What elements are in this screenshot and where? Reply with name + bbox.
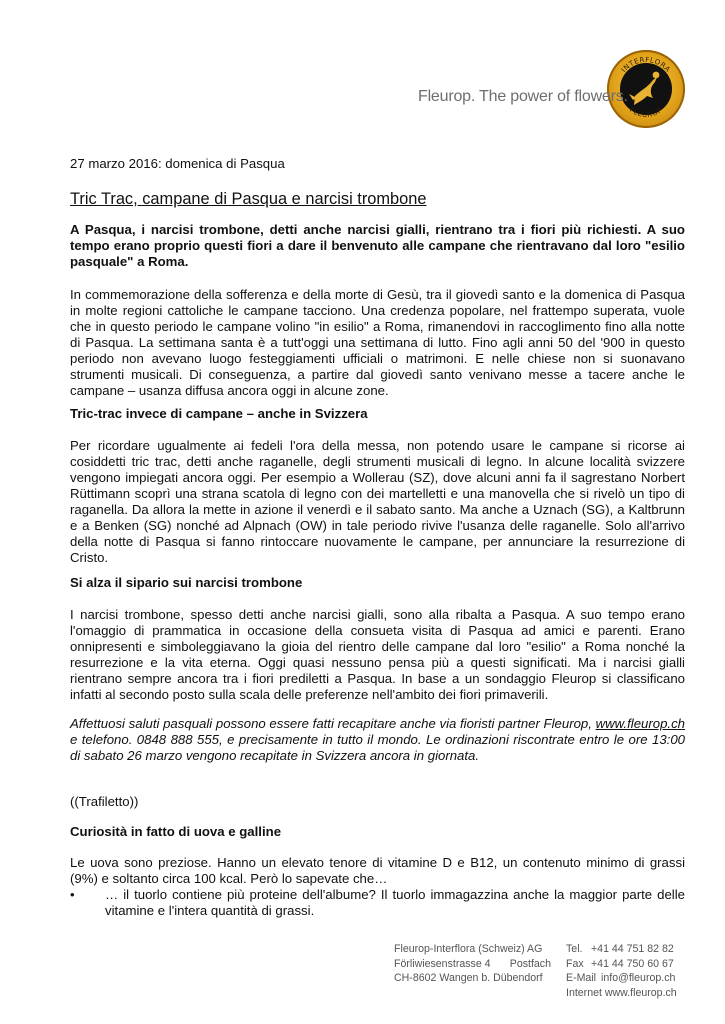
footer-fax-label: Fax (566, 957, 584, 970)
fleurop-website-link[interactable]: www.fleurop.ch (595, 716, 686, 731)
footer-street: Förliwiesenstrasse 4 (394, 957, 491, 970)
tagline: Fleurop. The power of flowers. (418, 88, 628, 105)
closing-text-2: e telefono. 0848 888 555, e precisamente in tutto il mondo. Le ordinazioni riscontrate entro le ore 13:00 di sabato 26 marzo vengono recapitate in Svizzera ancora in giornata. (70, 732, 685, 763)
footer-fax: +41 44 750 60 67 (591, 957, 674, 970)
body-paragraph-2: Per ricordare ugualmente ai fedeli l'ora della messa, non potendo usare le campane si ricorse ai cosiddetti tric trac, detti anche raganelle, degli strumenti musicali di legno. In alcune località svizzere vengono impiegati ancora oggi. Per esempio a Wollerau (SZ), dove alcuni anni fa il sagrestano Norbert Rüttimann scoprì una strana scatola di legno con dei martelletti e una manovella che si rivelò un tipo di raganella. Da allora la mette in azione il venerdì e il sabato santo. Ma anche a Uznach (SG), a Kaltbrunn e a Benken (SG) nonché ad Alpnach (OW) in tale periodo rivive l'usanza delle raganelle. Solo all'arrivo della notte di Pasqua si fanno rintoccare nuovamente le campane, per annunciare la resurrezione di Cristo. (70, 438, 685, 565)
footer-email[interactable]: info@fleurop.ch (601, 972, 676, 984)
bullet-text: … il tuorlo contiene più proteine dell'albume? Il tuorlo immagazzina anche la maggior parte delle vitamine e l'intera quantità di grassi. (105, 887, 685, 918)
logo-text-top: INTERFLORA (619, 55, 672, 74)
logo-text-bottom: FLEUROP (628, 105, 664, 120)
svg-text:FLEUROP (628, 106, 664, 119)
lead-paragraph: A Pasqua, i narcisi trombone, detti anche narcisi gialli, rientrano tra i fiori più richiesti. A suo tempo erano proprio questi fiori a dare il benvenuto alle campane che rientravano dal loro "esilio pasquale" a Roma. (70, 222, 685, 269)
article-title: Tric Trac, campane di Pasqua e narcisi trombone (70, 190, 427, 208)
footer-postfach: Postfach (509, 957, 551, 970)
body-paragraph-1: In commemorazione della sofferenza e della morte di Gesù, tra il giovedì santo e la domenica di Pasqua in molte regioni cattoliche le campane tacciono. Una credenza popolare, nel frattempo superata, vuole che in questo periodo le campane volino "in esilio" a Roma, rimanendovi in raccoglimento fino alla notte di Pasqua. La settimana santa è a tutt'oggi una settimana di lutto. Fino agli anni 50 del '900 in questo periodo non avevano luogo festeggiamenti ufficiali o matrimoni. E nelle chiese non si suonavano strumenti musicali. Di conseguenza, a partire dal giovedì santo venivano messe a tacere anche le campane – usanza diffusa ancora oggi in alcune zone. (70, 287, 685, 398)
body-paragraph-3: I narcisi trombone, spesso detti anche narcisi gialli, sono alla ribalta a Pasqua. A suo tempo erano l'omaggio di prammatica in occasione della consueta visita di Pasqua ad amici e parenti. Erano onnipresenti e simboleggiavano la gioia del rientro delle campane dal loro "esilio" a Roma nonché la resurrezione e la vita eterna. Oggi quasi nessuno pensa più a questi significati. Ma i narcisi gialli rientrano sempre ancora tra i fiori prediletti a Pasqua. In base a un sondaggio Fleurop si classificano infatti al secondo posto sulla scala delle preferenze nell'ambito dei fiori primaverili. (70, 607, 685, 702)
footer-internet[interactable]: Internet www.fleurop.ch (566, 986, 677, 999)
section-heading-uova: Curiosità in fatto di uova e galline (70, 824, 282, 839)
date-line: 27 marzo 2016: domenica di Pasqua (70, 156, 285, 171)
closing-text-1: Affettuosi saluti pasquali possono essere fatti recapitare anche via fioristi partner Fleurop, (70, 716, 596, 731)
footer-city: CH-8602 Wangen b. Dübendorf (394, 972, 543, 984)
bullet-icon: • (70, 887, 75, 902)
footer-tel: +41 44 751 82 82 (591, 943, 674, 955)
footer-tel-label: Tel. (566, 943, 583, 955)
footer-company: Fleurop-Interflora (Schweiz) AG (394, 943, 543, 955)
section-heading-tric-trac: Tric-trac invece di campane – anche in Svizzera (70, 406, 368, 421)
closing-paragraph (70, 716, 685, 764)
body-paragraph-4: Le uova sono preziose. Hanno un elevato tenore di vitamine D e B12, un contenuto minimo di grassi (9%) e soltanto circa 100 kcal. Però lo sapevate che… (70, 855, 685, 886)
footer-address (394, 942, 551, 986)
trafiletto-label: ((Trafiletto)) (70, 794, 139, 809)
footer-email-label: E-Mail (566, 972, 597, 984)
footer-contact (566, 942, 677, 1000)
svg-text:INTERFLORA (620, 56, 672, 74)
section-heading-narcisi: Si alza il sipario sui narcisi trombone (70, 575, 303, 590)
